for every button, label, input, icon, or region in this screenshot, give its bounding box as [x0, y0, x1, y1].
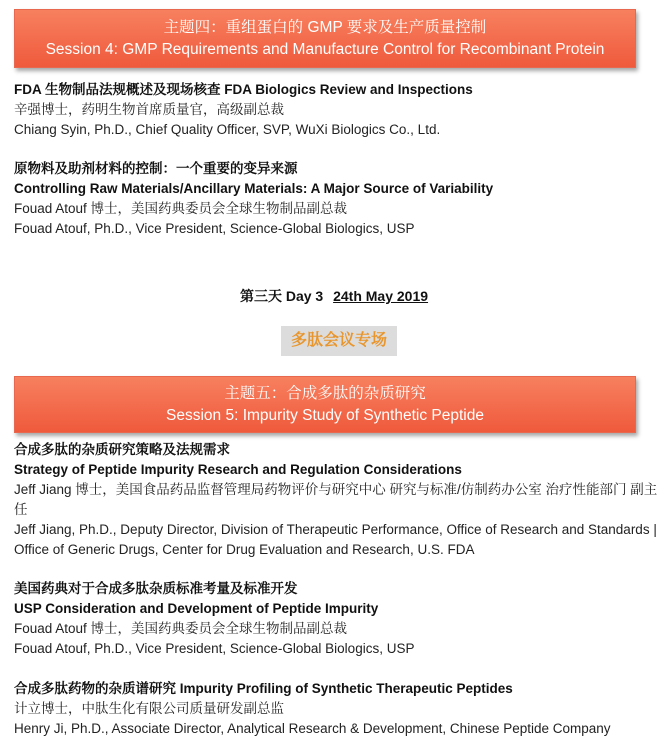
day-label: 第三天 Day 3: [239, 288, 324, 304]
talk-title: FDA 生物制品法规概述及现场核查 FDA Biologics Review and Inspections: [14, 82, 473, 97]
talk-item: [14, 440, 662, 560]
talk-title-en: Controlling Raw Materials/Ancillary Materials: A Major Source of Variability: [14, 181, 494, 196]
special-session-title: 多肽会议专场: [281, 326, 397, 356]
speaker-cn: Fouad Atouf 博士，美国药典委员会全球生物制品副总裁: [14, 621, 348, 636]
day-heading: [0, 286, 668, 306]
talk-title-en: Strategy of Peptide Impurity Research and Regulation Considerations: [14, 462, 462, 477]
speaker-cn: Jeff Jiang 博士，美国食品药品监督管理局药物评价与研究中心 研究与标准/仿制药办公室 治疗性能部门 副主任: [14, 482, 658, 517]
speaker-en: Fouad Atouf, Ph.D., Vice President, Science-Global Biologics, USP: [14, 641, 415, 656]
talk-title-cn: 美国药典对于合成多肽杂质标准考量及标准开发: [14, 581, 298, 596]
session4-title-en: Session 4: GMP Requirements and Manufacture Control for Recombinant Protein: [45, 40, 605, 58]
session4-banner: [14, 9, 636, 68]
talk-title-cn: 合成多肽的杂质研究策略及法规需求: [14, 442, 230, 457]
day-date: 24th May 2019: [333, 288, 429, 304]
talk-title-cn: 原物料及助剂材料的控制：一个重要的变异来源: [14, 161, 298, 176]
speaker-cn: 计立博士，中肽生化有限公司质量研发副总监: [14, 701, 284, 716]
speaker-en: Jeff Jiang, Ph.D., Deputy Director, Division of Therapeutic Performance, Office of Research and Standards | Office of Generic Drugs, Center for Drug Evaluation and Research, U.S. FDA: [14, 522, 657, 557]
session4-title-cn: 主题四：重组蛋白的 GMP 要求及生产质量控制: [163, 18, 487, 36]
speaker-en: Fouad Atouf, Ph.D., Vice President, Science-Global Biologics, USP: [14, 221, 415, 236]
talk-title: 合成多肽药物的杂质谱研究 Impurity Profiling of Synthetic Therapeutic Peptides: [14, 681, 513, 696]
session5-title-en: Session 5: Impurity Study of Synthetic Peptide: [166, 406, 484, 424]
speaker-cn: Fouad Atouf 博士，美国药典委员会全球生物制品副总裁: [14, 201, 348, 216]
talk-title-en: USP Consideration and Development of Peptide Impurity: [14, 601, 379, 616]
talk-item: [14, 579, 662, 659]
speaker-en: Chiang Syin, Ph.D., Chief Quality Officer, SVP, WuXi Biologics Co., Ltd.: [14, 122, 441, 137]
talk-item: [14, 679, 662, 739]
speaker-cn: 辛强博士，药明生物首席质量官，高级副总裁: [14, 102, 284, 117]
speaker-en: Henry Ji, Ph.D., Associate Director, Analytical Research & Development, Chinese Peptide Company: [14, 721, 611, 736]
talk-item: [14, 80, 662, 140]
session5-banner: [14, 376, 636, 433]
session5-title-cn: 主题五：合成多肽的杂质研究: [224, 384, 426, 402]
talk-item: [14, 159, 662, 239]
